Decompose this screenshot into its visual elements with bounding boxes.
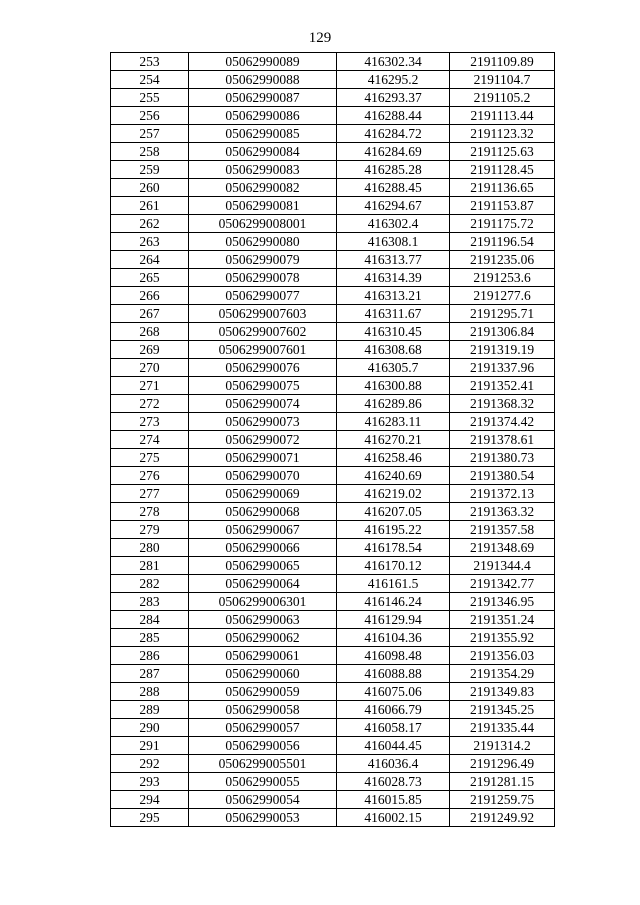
y-coordinate-cell: 2191125.63 bbox=[450, 143, 555, 161]
x-coordinate-cell: 416219.02 bbox=[337, 485, 450, 503]
table-row bbox=[111, 413, 555, 431]
row-number-cell: 268 bbox=[111, 323, 189, 341]
row-number-cell: 293 bbox=[111, 773, 189, 791]
x-coordinate-cell: 416288.44 bbox=[337, 107, 450, 125]
cadastral-code-cell: 0506299007603 bbox=[189, 305, 337, 323]
table-row bbox=[111, 71, 555, 89]
x-coordinate-cell: 416258.46 bbox=[337, 449, 450, 467]
y-coordinate-cell: 2191335.44 bbox=[450, 719, 555, 737]
y-coordinate-cell: 2191348.69 bbox=[450, 539, 555, 557]
cadastral-code-cell: 05062990066 bbox=[189, 539, 337, 557]
cadastral-code-cell: 05062990074 bbox=[189, 395, 337, 413]
row-number-cell: 279 bbox=[111, 521, 189, 539]
cadastral-code-cell: 05062990057 bbox=[189, 719, 337, 737]
row-number-cell: 255 bbox=[111, 89, 189, 107]
x-coordinate-cell: 416288.45 bbox=[337, 179, 450, 197]
cadastral-code-cell: 05062990069 bbox=[189, 485, 337, 503]
cadastral-code-cell: 0506299008001 bbox=[189, 215, 337, 233]
x-coordinate-cell: 416284.69 bbox=[337, 143, 450, 161]
cadastral-code-cell: 0506299005501 bbox=[189, 755, 337, 773]
cadastral-code-cell: 0506299007601 bbox=[189, 341, 337, 359]
x-coordinate-cell: 416015.85 bbox=[337, 791, 450, 809]
table-row bbox=[111, 593, 555, 611]
table-row bbox=[111, 683, 555, 701]
y-coordinate-cell: 2191356.03 bbox=[450, 647, 555, 665]
table-row bbox=[111, 359, 555, 377]
x-coordinate-cell: 416058.17 bbox=[337, 719, 450, 737]
y-coordinate-cell: 2191249.92 bbox=[450, 809, 555, 827]
y-coordinate-cell: 2191344.4 bbox=[450, 557, 555, 575]
table-row bbox=[111, 323, 555, 341]
row-number-cell: 277 bbox=[111, 485, 189, 503]
y-coordinate-cell: 2191374.42 bbox=[450, 413, 555, 431]
y-coordinate-cell: 2191296.49 bbox=[450, 755, 555, 773]
table-row bbox=[111, 611, 555, 629]
row-number-cell: 269 bbox=[111, 341, 189, 359]
row-number-cell: 256 bbox=[111, 107, 189, 125]
x-coordinate-cell: 416028.73 bbox=[337, 773, 450, 791]
table-row bbox=[111, 701, 555, 719]
row-number-cell: 285 bbox=[111, 629, 189, 647]
coordinates-table-body bbox=[111, 53, 555, 827]
table-row bbox=[111, 395, 555, 413]
cadastral-code-cell: 05062990081 bbox=[189, 197, 337, 215]
y-coordinate-cell: 2191113.44 bbox=[450, 107, 555, 125]
x-coordinate-cell: 416161.5 bbox=[337, 575, 450, 593]
x-coordinate-cell: 416088.88 bbox=[337, 665, 450, 683]
x-coordinate-cell: 416314.39 bbox=[337, 269, 450, 287]
row-number-cell: 260 bbox=[111, 179, 189, 197]
cadastral-code-cell: 05062990087 bbox=[189, 89, 337, 107]
x-coordinate-cell: 416311.67 bbox=[337, 305, 450, 323]
cadastral-code-cell: 05062990083 bbox=[189, 161, 337, 179]
x-coordinate-cell: 416305.7 bbox=[337, 359, 450, 377]
table-row bbox=[111, 179, 555, 197]
cadastral-code-cell: 05062990062 bbox=[189, 629, 337, 647]
x-coordinate-cell: 416289.86 bbox=[337, 395, 450, 413]
y-coordinate-cell: 2191123.32 bbox=[450, 125, 555, 143]
y-coordinate-cell: 2191368.32 bbox=[450, 395, 555, 413]
row-number-cell: 262 bbox=[111, 215, 189, 233]
x-coordinate-cell: 416240.69 bbox=[337, 467, 450, 485]
cadastral-code-cell: 05062990076 bbox=[189, 359, 337, 377]
table-row bbox=[111, 467, 555, 485]
row-number-cell: 253 bbox=[111, 53, 189, 71]
x-coordinate-cell: 416293.37 bbox=[337, 89, 450, 107]
table-row bbox=[111, 791, 555, 809]
y-coordinate-cell: 2191153.87 bbox=[450, 197, 555, 215]
cadastral-code-cell: 05062990089 bbox=[189, 53, 337, 71]
y-coordinate-cell: 2191109.89 bbox=[450, 53, 555, 71]
y-coordinate-cell: 2191175.72 bbox=[450, 215, 555, 233]
x-coordinate-cell: 416195.22 bbox=[337, 521, 450, 539]
row-number-cell: 280 bbox=[111, 539, 189, 557]
row-number-cell: 287 bbox=[111, 665, 189, 683]
x-coordinate-cell: 416313.21 bbox=[337, 287, 450, 305]
cadastral-code-cell: 05062990064 bbox=[189, 575, 337, 593]
y-coordinate-cell: 2191346.95 bbox=[450, 593, 555, 611]
table-row bbox=[111, 215, 555, 233]
y-coordinate-cell: 2191342.77 bbox=[450, 575, 555, 593]
row-number-cell: 275 bbox=[111, 449, 189, 467]
table-row bbox=[111, 737, 555, 755]
x-coordinate-cell: 416036.4 bbox=[337, 755, 450, 773]
x-coordinate-cell: 416308.68 bbox=[337, 341, 450, 359]
table-row bbox=[111, 53, 555, 71]
table-row bbox=[111, 575, 555, 593]
y-coordinate-cell: 2191363.32 bbox=[450, 503, 555, 521]
x-coordinate-cell: 416066.79 bbox=[337, 701, 450, 719]
row-number-cell: 261 bbox=[111, 197, 189, 215]
row-number-cell: 258 bbox=[111, 143, 189, 161]
cadastral-code-cell: 05062990086 bbox=[189, 107, 337, 125]
y-coordinate-cell: 2191235.06 bbox=[450, 251, 555, 269]
row-number-cell: 295 bbox=[111, 809, 189, 827]
x-coordinate-cell: 416285.28 bbox=[337, 161, 450, 179]
y-coordinate-cell: 2191259.75 bbox=[450, 791, 555, 809]
row-number-cell: 286 bbox=[111, 647, 189, 665]
y-coordinate-cell: 2191380.73 bbox=[450, 449, 555, 467]
cadastral-code-cell: 0506299006301 bbox=[189, 593, 337, 611]
row-number-cell: 294 bbox=[111, 791, 189, 809]
x-coordinate-cell: 416146.24 bbox=[337, 593, 450, 611]
row-number-cell: 278 bbox=[111, 503, 189, 521]
row-number-cell: 291 bbox=[111, 737, 189, 755]
table-row bbox=[111, 539, 555, 557]
y-coordinate-cell: 2191105.2 bbox=[450, 89, 555, 107]
cadastral-code-cell: 05062990054 bbox=[189, 791, 337, 809]
cadastral-code-cell: 05062990068 bbox=[189, 503, 337, 521]
table-row bbox=[111, 719, 555, 737]
table-row bbox=[111, 341, 555, 359]
table-row bbox=[111, 107, 555, 125]
y-coordinate-cell: 2191351.24 bbox=[450, 611, 555, 629]
x-coordinate-cell: 416075.06 bbox=[337, 683, 450, 701]
cadastral-code-cell: 05062990077 bbox=[189, 287, 337, 305]
y-coordinate-cell: 2191277.6 bbox=[450, 287, 555, 305]
table-row bbox=[111, 125, 555, 143]
row-number-cell: 276 bbox=[111, 467, 189, 485]
table-row bbox=[111, 773, 555, 791]
cadastral-code-cell: 05062990085 bbox=[189, 125, 337, 143]
y-coordinate-cell: 2191196.54 bbox=[450, 233, 555, 251]
page-number: 129 bbox=[308, 30, 332, 46]
table-row bbox=[111, 431, 555, 449]
x-coordinate-cell: 416178.54 bbox=[337, 539, 450, 557]
coordinates-table bbox=[110, 52, 555, 827]
y-coordinate-cell: 2191253.6 bbox=[450, 269, 555, 287]
table-row bbox=[111, 251, 555, 269]
x-coordinate-cell: 416294.67 bbox=[337, 197, 450, 215]
cadastral-code-cell: 05062990088 bbox=[189, 71, 337, 89]
y-coordinate-cell: 2191306.84 bbox=[450, 323, 555, 341]
cadastral-code-cell: 05062990060 bbox=[189, 665, 337, 683]
y-coordinate-cell: 2191337.96 bbox=[450, 359, 555, 377]
row-number-cell: 292 bbox=[111, 755, 189, 773]
cadastral-code-cell: 05062990065 bbox=[189, 557, 337, 575]
y-coordinate-cell: 2191349.83 bbox=[450, 683, 555, 701]
cadastral-code-cell: 05062990070 bbox=[189, 467, 337, 485]
x-coordinate-cell: 416002.15 bbox=[337, 809, 450, 827]
row-number-cell: 257 bbox=[111, 125, 189, 143]
table-row bbox=[111, 269, 555, 287]
row-number-cell: 289 bbox=[111, 701, 189, 719]
table-row bbox=[111, 755, 555, 773]
row-number-cell: 270 bbox=[111, 359, 189, 377]
x-coordinate-cell: 416270.21 bbox=[337, 431, 450, 449]
table-row bbox=[111, 233, 555, 251]
row-number-cell: 266 bbox=[111, 287, 189, 305]
table-row bbox=[111, 197, 555, 215]
x-coordinate-cell: 416300.88 bbox=[337, 377, 450, 395]
y-coordinate-cell: 2191281.15 bbox=[450, 773, 555, 791]
cadastral-code-cell: 05062990084 bbox=[189, 143, 337, 161]
table-row bbox=[111, 161, 555, 179]
row-number-cell: 288 bbox=[111, 683, 189, 701]
y-coordinate-cell: 2191380.54 bbox=[450, 467, 555, 485]
row-number-cell: 263 bbox=[111, 233, 189, 251]
x-coordinate-cell: 416308.1 bbox=[337, 233, 450, 251]
cadastral-code-cell: 0506299007602 bbox=[189, 323, 337, 341]
cadastral-code-cell: 05062990055 bbox=[189, 773, 337, 791]
table-row bbox=[111, 305, 555, 323]
cadastral-code-cell: 05062990056 bbox=[189, 737, 337, 755]
x-coordinate-cell: 416302.4 bbox=[337, 215, 450, 233]
cadastral-code-cell: 05062990072 bbox=[189, 431, 337, 449]
table-row bbox=[111, 377, 555, 395]
x-coordinate-cell: 416313.77 bbox=[337, 251, 450, 269]
row-number-cell: 283 bbox=[111, 593, 189, 611]
x-coordinate-cell: 416295.2 bbox=[337, 71, 450, 89]
row-number-cell: 271 bbox=[111, 377, 189, 395]
y-coordinate-cell: 2191357.58 bbox=[450, 521, 555, 539]
x-coordinate-cell: 416310.45 bbox=[337, 323, 450, 341]
table-row bbox=[111, 485, 555, 503]
cadastral-code-cell: 05062990073 bbox=[189, 413, 337, 431]
cadastral-code-cell: 05062990059 bbox=[189, 683, 337, 701]
y-coordinate-cell: 2191295.71 bbox=[450, 305, 555, 323]
row-number-cell: 290 bbox=[111, 719, 189, 737]
cadastral-code-cell: 05062990053 bbox=[189, 809, 337, 827]
cadastral-code-cell: 05062990080 bbox=[189, 233, 337, 251]
row-number-cell: 284 bbox=[111, 611, 189, 629]
row-number-cell: 254 bbox=[111, 71, 189, 89]
table-row bbox=[111, 557, 555, 575]
x-coordinate-cell: 416302.34 bbox=[337, 53, 450, 71]
table-row bbox=[111, 287, 555, 305]
y-coordinate-cell: 2191319.19 bbox=[450, 341, 555, 359]
row-number-cell: 264 bbox=[111, 251, 189, 269]
x-coordinate-cell: 416044.45 bbox=[337, 737, 450, 755]
table-row bbox=[111, 665, 555, 683]
table-row bbox=[111, 809, 555, 827]
cadastral-code-cell: 05062990071 bbox=[189, 449, 337, 467]
x-coordinate-cell: 416098.48 bbox=[337, 647, 450, 665]
cadastral-code-cell: 05062990078 bbox=[189, 269, 337, 287]
y-coordinate-cell: 2191372.13 bbox=[450, 485, 555, 503]
y-coordinate-cell: 2191104.7 bbox=[450, 71, 555, 89]
x-coordinate-cell: 416207.05 bbox=[337, 503, 450, 521]
y-coordinate-cell: 2191355.92 bbox=[450, 629, 555, 647]
x-coordinate-cell: 416284.72 bbox=[337, 125, 450, 143]
table-row bbox=[111, 89, 555, 107]
cadastral-code-cell: 05062990082 bbox=[189, 179, 337, 197]
y-coordinate-cell: 2191378.61 bbox=[450, 431, 555, 449]
y-coordinate-cell: 2191314.2 bbox=[450, 737, 555, 755]
y-coordinate-cell: 2191345.25 bbox=[450, 701, 555, 719]
table-row bbox=[111, 449, 555, 467]
x-coordinate-cell: 416129.94 bbox=[337, 611, 450, 629]
y-coordinate-cell: 2191128.45 bbox=[450, 161, 555, 179]
row-number-cell: 265 bbox=[111, 269, 189, 287]
table-row bbox=[111, 143, 555, 161]
row-number-cell: 273 bbox=[111, 413, 189, 431]
y-coordinate-cell: 2191136.65 bbox=[450, 179, 555, 197]
row-number-cell: 259 bbox=[111, 161, 189, 179]
cadastral-code-cell: 05062990058 bbox=[189, 701, 337, 719]
y-coordinate-cell: 2191354.29 bbox=[450, 665, 555, 683]
cadastral-code-cell: 05062990061 bbox=[189, 647, 337, 665]
row-number-cell: 267 bbox=[111, 305, 189, 323]
x-coordinate-cell: 416104.36 bbox=[337, 629, 450, 647]
table-row bbox=[111, 647, 555, 665]
row-number-cell: 282 bbox=[111, 575, 189, 593]
row-number-cell: 272 bbox=[111, 395, 189, 413]
cadastral-code-cell: 05062990063 bbox=[189, 611, 337, 629]
table-row bbox=[111, 521, 555, 539]
x-coordinate-cell: 416170.12 bbox=[337, 557, 450, 575]
row-number-cell: 274 bbox=[111, 431, 189, 449]
x-coordinate-cell: 416283.11 bbox=[337, 413, 450, 431]
cadastral-code-cell: 05062990079 bbox=[189, 251, 337, 269]
table-row bbox=[111, 503, 555, 521]
table-row bbox=[111, 629, 555, 647]
cadastral-code-cell: 05062990075 bbox=[189, 377, 337, 395]
row-number-cell: 281 bbox=[111, 557, 189, 575]
y-coordinate-cell: 2191352.41 bbox=[450, 377, 555, 395]
cadastral-code-cell: 05062990067 bbox=[189, 521, 337, 539]
